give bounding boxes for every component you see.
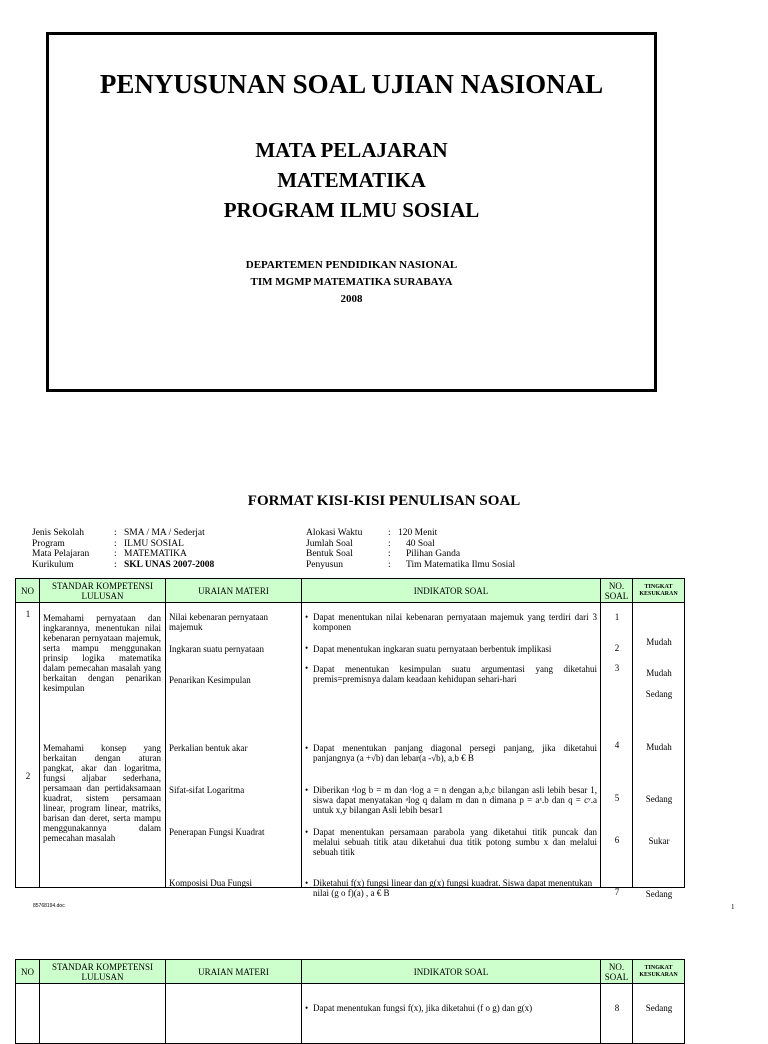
format-title: FORMAT KISI-KISI PENULISAN SOAL [247, 493, 521, 509]
footer-filename: 85768194.doc [33, 903, 65, 909]
tingkat: Sedang [645, 1003, 673, 1013]
indikator-text: Dapat menentukan ingkaran suatu pernyataan berbentuk implikasi [313, 644, 552, 654]
info-key: Alokasi Waktu [306, 528, 363, 538]
tingkat: Mudah [646, 637, 672, 647]
table-row [16, 984, 685, 1044]
info-value: Pilihan Ganda [406, 549, 461, 559]
cover-department [49, 257, 654, 308]
info-key: Jenis Sekolah [32, 528, 84, 538]
group-number: 1 [25, 609, 31, 619]
no-column [16, 603, 40, 888]
materi-text: Ingkaran suatu pernyataan [169, 644, 264, 654]
materi-text: Perkalian bentuk akar [169, 743, 248, 753]
info-row: Jenis Sekolah : SMA / MA / Sederjat [32, 528, 205, 538]
kisi-table-page2 [15, 959, 685, 1044]
cover-subject [49, 135, 654, 225]
indikator-text: Dapat menentukan persamaan parabola yang diketahui titik puncak dan melalui sebuah titik atau diketahui dua titik potong sumbu x dan melalui sebuah titik [313, 827, 597, 857]
tingkat: Sedang [645, 889, 673, 899]
table-row [16, 603, 685, 888]
no-soal: 5 [614, 793, 620, 803]
tingkat: Mudah [646, 742, 672, 752]
indikator-column [302, 603, 601, 898]
standar-column [40, 603, 166, 888]
bullet-icon: • [305, 612, 309, 622]
info-key: Penyusun [306, 559, 343, 570]
info-row: Mata Pelajaran : MATEMATIKA [32, 549, 187, 559]
no-soal: 8 [614, 1003, 620, 1013]
header-no: NO [16, 579, 40, 603]
info-row: Program : ILMU SOSIAL [32, 538, 184, 549]
info-value: SMA / MA / Sederjat [124, 528, 205, 538]
no-soal: 7 [614, 887, 620, 897]
indikator-text: Dapat menentukan panjang diagonal persegi panjang, jika diketahui panjangnya (a +√b) dan lebar(a -√b), a,b € B [313, 743, 597, 763]
uraian-column [166, 603, 302, 888]
materi-text: Penerapan Fungsi Kuadrat [169, 827, 265, 837]
info-key: Program [32, 538, 65, 549]
cover-subject-line: MATA PELAJARAN [255, 138, 448, 162]
table-header-row [16, 960, 685, 984]
materi-text: Komposisi Dua Fungsi [169, 878, 253, 888]
table-header-row [16, 579, 685, 603]
no-soal-column [601, 984, 633, 1044]
no-soal: 1 [614, 612, 620, 622]
header-standar: STANDAR KOMPETENSI LULUSAN [40, 579, 166, 603]
cover-dept-line: 2008 [340, 293, 363, 305]
header-no-soal: NO. SOAL [601, 579, 633, 603]
indikator-text: Dapat menentukan fungsi f(x), jika diketahui (f o g) dan g(x) [313, 1003, 533, 1013]
header-uraian: URAIAN MATERI [166, 579, 302, 603]
header-no: NO [16, 960, 40, 984]
tingkat: Mudah [646, 668, 672, 678]
header-no-soal: NO. SOAL [601, 960, 633, 984]
cover-subject-line: PROGRAM ILMU SOSIAL [223, 198, 480, 222]
header-standar: STANDAR KOMPETENSI LULUSAN [40, 960, 166, 984]
info-key: Jumlah Soal [306, 538, 353, 549]
info-key: Mata Pelajaran [32, 549, 90, 559]
indikator-text: Dapat menentukan kesimpulan suatu argumentasi yang diketahui premis=premisnya dalam keadaan kehidupan sehari-hari [313, 664, 597, 684]
info-value: SKL UNAS 2007-2008 [124, 559, 215, 570]
bullet-icon: • [305, 643, 309, 653]
cover-dept-line: TIM MGMP MATEMATIKA SURABAYA [250, 276, 453, 288]
bullet-icon: • [305, 743, 309, 753]
no-soal: 3 [614, 663, 620, 673]
info-right [306, 528, 515, 570]
info-value: ILMU SOSIAL [124, 538, 184, 549]
info-row: Kurikulum : SKL UNAS 2007-2008 [32, 559, 215, 570]
materi-text: Nilai kebenaran pernyataan majemuk [169, 612, 268, 632]
header-uraian: URAIAN MATERI [166, 960, 302, 984]
info-row: Alokasi Waktu : 120 Menit [306, 528, 438, 538]
info-key: Bentuk Soal [306, 549, 353, 559]
tingkat: Sukar [648, 836, 670, 846]
info-row: Bentuk Soal : Pilihan Ganda [306, 549, 461, 559]
indikator-text: Diberikan ᵃlog b = m dan ᶜlog a = n dengan a,b,c bilangan asli lebih besar 1, siswa dapat menyatakan ᵃlog q dalam m dan n dimana p = aˣ.b dan q = cʸ.a untuk x,y bilangan Asli lebih besar1 [313, 785, 597, 815]
skl-text: Memahami konsep yang berkaitan dengan aturan pangkat, akar dan logaritma, fungsi aljabar sederhana, persamaan dan pertidaksamaan kuadrat, sistem persamaan linear, program linear, matriks, barisan dan deret, serta mampu menggunakannya dalam pemecahan masalah [43, 743, 161, 843]
cover-title: PENYUSUNAN SOAL UJIAN NASIONAL [99, 69, 604, 99]
header-tingkat: TINGKAT KESUKARAN [633, 579, 685, 603]
no-soal: 4 [614, 740, 620, 750]
header-tingkat: TINGKAT KESUKARAN [633, 960, 685, 984]
indikator-text: Dapat menentukan nilai kebenaran pernyataan majemuk yang terdiri dari 3 komponen [313, 612, 597, 632]
bullet-icon: • [305, 663, 309, 673]
no-soal-column [601, 603, 633, 897]
bullet-icon: • [305, 827, 309, 837]
tingkat-column [633, 984, 685, 1044]
info-key: Kurikulum [32, 559, 74, 570]
tingkat: Sedang [645, 689, 673, 699]
skl-text: Memahami pernyataan dan ingkarannya, menentukan nilai kebenaran pernyataan majemuk, serta mampu menggunakan prinsip logika matematika dalam pemecahan masalah yang berkaitan dengan penarikan kesimpulan [43, 613, 161, 693]
tingkat: Sedang [645, 794, 673, 804]
bullet-icon: • [305, 878, 309, 888]
group-number: 2 [25, 771, 31, 781]
info-row: Penyusun : Tim Matematika Ilmu Sosial [306, 559, 516, 570]
cover-subject-line: MATEMATIKA [277, 168, 426, 192]
info-value: MATEMATIKA [124, 549, 187, 559]
kisi-table [15, 578, 685, 899]
materi-text: Penarikan Kesimpulan [169, 675, 251, 685]
cover-dept-line: DEPARTEMEN PENDIDIKAN NASIONAL [245, 259, 458, 271]
header-indikator: INDIKATOR SOAL [302, 579, 601, 603]
indikator-column [302, 984, 601, 1044]
info-value: 40 Soal [406, 538, 435, 549]
indikator-text: Diketahui f(x) fungsi linear dan g(x) fungsi kuadrat. Siswa dapat menentukan nilai (g o f)(a) , a € B [313, 878, 593, 898]
info-row: Jumlah Soal : 40 Soal [306, 538, 435, 549]
bullet-icon: • [305, 1003, 309, 1013]
header-indikator: INDIKATOR SOAL [302, 960, 601, 984]
bullet-icon: • [305, 785, 309, 795]
materi-text: Sifat-sifat Logaritma [169, 785, 245, 795]
info-value: Tim Matematika Ilmu Sosial [406, 559, 516, 570]
info-value: 120 Menit [398, 528, 438, 538]
info-left [32, 528, 214, 570]
cover-box [46, 32, 657, 392]
footer-page-number: 1 [731, 903, 735, 911]
tingkat-column [633, 603, 685, 899]
no-soal: 6 [614, 835, 620, 845]
no-soal: 2 [614, 643, 620, 653]
